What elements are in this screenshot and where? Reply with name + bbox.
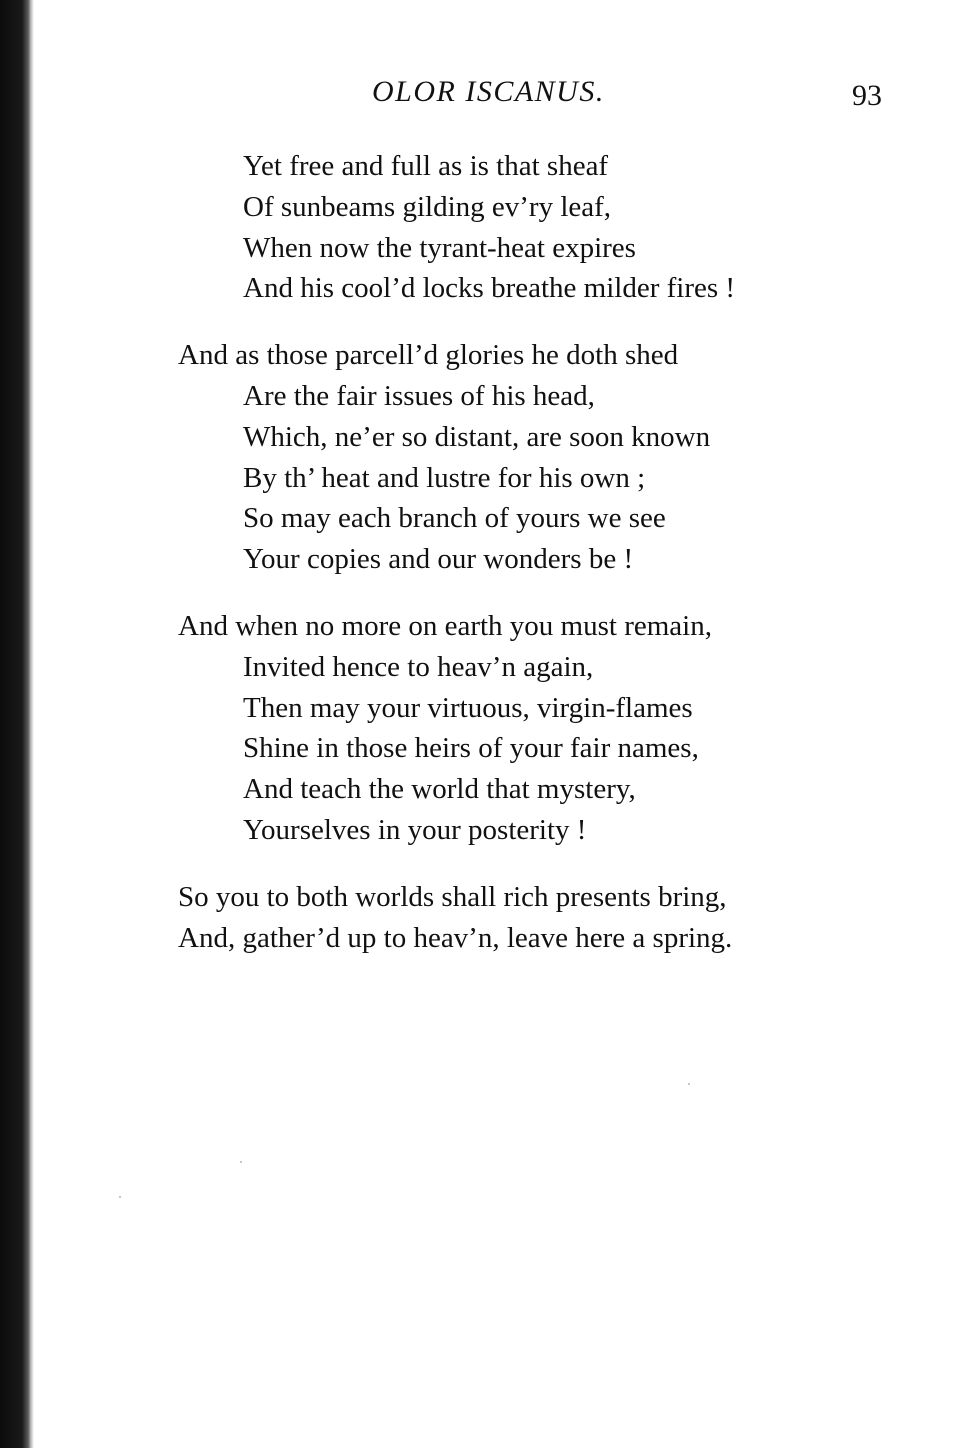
poem-line: Then may your virtuous, virgin-flames (243, 691, 693, 724)
poem-line: So may each branch of yours we see (243, 502, 666, 535)
stanza-3 (178, 606, 878, 851)
poem-line: Your copies and our wonders be ! (243, 543, 634, 576)
running-header-title: OLOR ISCANUS. (372, 75, 605, 108)
poem-line: When now the tyrant-heat expires (243, 231, 636, 264)
poem-line: Invited hence to heav’n again, (243, 650, 594, 683)
poem-line: Are the fair issues of his head, (243, 379, 595, 412)
poem-line: And, gather’d up to heav’n, leave here a spring. (178, 921, 733, 954)
poem-line: And when no more on earth you must remain, (178, 609, 712, 642)
stanza-1 (178, 146, 878, 309)
paper-speck (119, 1196, 121, 1198)
poem-line: Which, ne’er so distant, are soon known (243, 420, 711, 453)
stanza-2 (178, 335, 878, 580)
poem-line: Yet free and full as is that sheaf (243, 150, 609, 182)
poem-line: And teach the world that mystery, (243, 773, 636, 806)
poem-line: Shine in those heirs of your fair names, (243, 732, 699, 765)
poem-line: Yourselves in your posterity ! (243, 813, 587, 846)
page-binding-gutter (0, 0, 34, 1448)
paper-speck (688, 1083, 690, 1085)
poem-line: So you to both worlds shall rich presents bring, (178, 880, 727, 913)
page-number: 93 (852, 79, 882, 112)
poem-line: And his cool’d locks breathe milder fires ! (243, 272, 736, 305)
poem-body (178, 146, 878, 984)
poem-line: Of sunbeams gilding ev’ry leaf, (243, 190, 612, 223)
paper-speck (240, 1161, 242, 1163)
poem-line: And as those parcell’d glories he doth shed (178, 339, 679, 372)
poem-line: By th’ heat and lustre for his own ; (243, 461, 646, 494)
stanza-4 (178, 877, 878, 959)
